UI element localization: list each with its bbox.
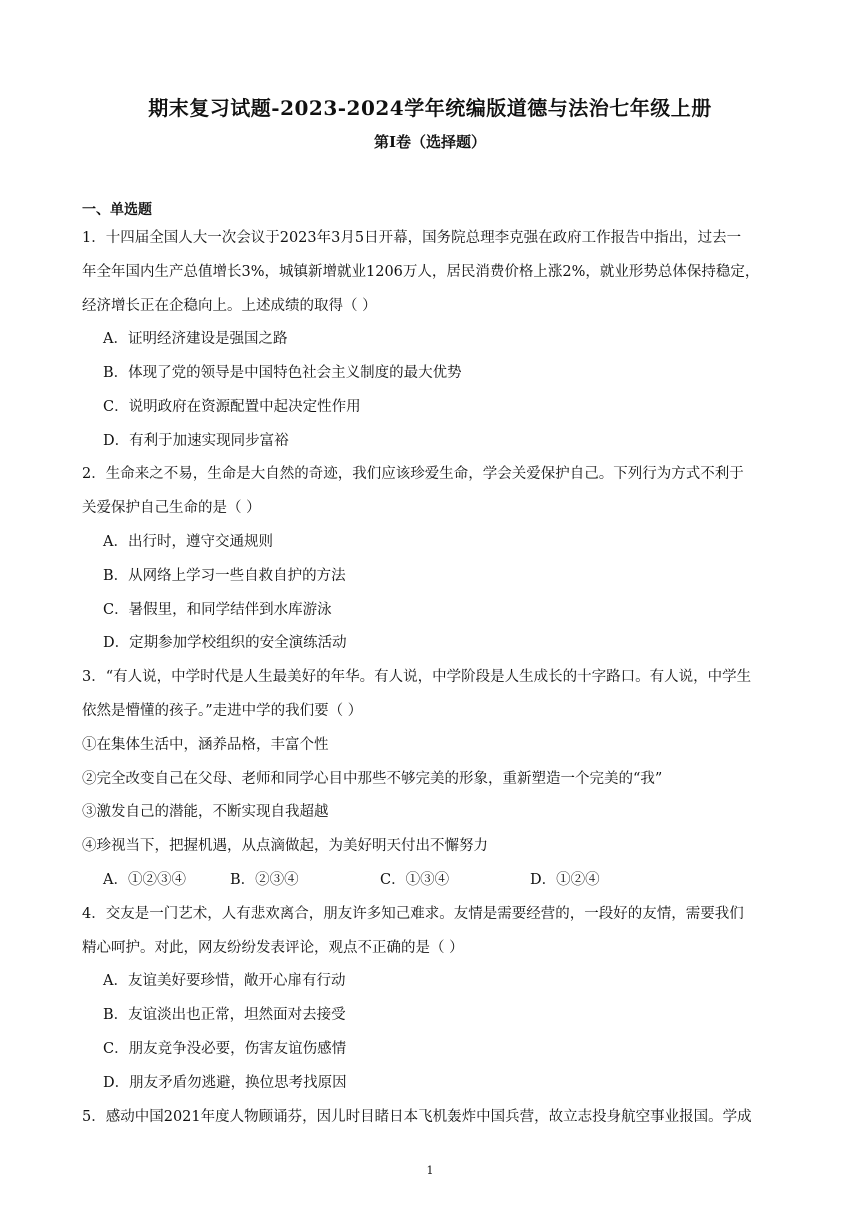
q3-option-c: C．①③④ (380, 872, 450, 888)
page-subtitle: 第I卷（选择题） (373, 133, 487, 151)
q3-option-b: B．②③④ (230, 872, 299, 888)
q2-option-d: D．定期参加学校组织的安全演练活动 (103, 635, 347, 651)
q3-item: ②完全改变自己在父母、老师和同学心目中那些不够完美的形象，重新塑造一个完美的“我” (82, 771, 663, 787)
q1-stem-line: 1．十四届全国人大一次会议于2023年3月5日开幕，国务院总理李克强在政府工作报告中指出，过去一 (82, 230, 742, 246)
q2-option-c: C．暑假里，和同学结伴到水库游泳 (103, 602, 332, 618)
q2-stem-line: 2．生命来之不易，生命是大自然的奇迹，我们应该珍爱生命，学会关爱保护自己。下列行为方式不利于 (82, 466, 744, 482)
q5-stem-line: 5．感动中国2021年度人物顾诵芬，因儿时目睹日本飞机轰炸中国兵营，故立志投身航空事业报国。学成 (82, 1109, 752, 1125)
section-heading: 一、单选题 (82, 202, 152, 218)
q3-option-a: A．①②③④ (103, 872, 186, 888)
q1-option-d: D．有利于加速实现同步富裕 (103, 433, 289, 449)
q4-option-c: C．朋友竞争没必要，伤害友谊伤感情 (103, 1041, 347, 1057)
page-title: 期末复习试题-2023-2024学年统编版道德与法治七年级上册 (148, 96, 712, 120)
q4-option-a: A．友谊美好要珍惜，敞开心扉有行动 (103, 973, 346, 989)
q3-stem-line: 3．“有人说，中学时代是人生最美好的年华。有人说，中学阶段是人生成长的十字路口。有人说，中学生 (82, 669, 752, 685)
q2-option-a: A．出行时，遵守交通规则 (103, 534, 273, 550)
q3-item: ③激发自己的潜能，不断实现自我超越 (82, 804, 329, 820)
q3-stem-line: 依然是懵懂的孩子。”走进中学的我们要（ ） (82, 703, 363, 719)
q1-option-c: C．说明政府在资源配置中起决定性作用 (103, 399, 361, 415)
q3-option-d: D．①②④ (530, 872, 600, 888)
q2-stem-line: 关爱保护自己生命的是（ ） (82, 500, 261, 516)
q1-option-b: B．体现了党的领导是中国特色社会主义制度的最大优势 (103, 365, 462, 381)
q4-option-b: B．友谊淡出也正常，坦然面对去接受 (103, 1007, 346, 1023)
q4-option-d: D．朋友矛盾勿逃避，换位思考找原因 (103, 1075, 347, 1091)
q4-stem-line: 精心呵护。对此，网友纷纷发表评论，观点不正确的是（ ） (82, 940, 464, 956)
page-number: 1 (426, 1164, 434, 1177)
q3-item: ④珍视当下，把握机遇，从点滴做起，为美好明天付出不懈努力 (82, 838, 488, 854)
q3-item: ①在集体生活中，涵养品格，丰富个性 (82, 737, 329, 753)
q4-stem-line: 4．交友是一门艺术，人有悲欢离合，朋友许多知己难求。友情是需要经营的，一段好的友情，需要我们 (82, 906, 744, 922)
q3-options-row (103, 868, 663, 889)
q1-option-a: A．证明经济建设是强国之路 (103, 331, 288, 347)
q2-option-b: B．从网络上学习一些自救自护的方法 (103, 568, 346, 584)
q1-stem-line: 年全年国内生产总值增长3%，城镇新增就业1206万人，居民消费价格上涨2%，就业形势总体保持稳定， (82, 264, 760, 280)
q1-stem-line: 经济增长正在企稳向上。上述成绩的取得（ ） (82, 298, 377, 314)
